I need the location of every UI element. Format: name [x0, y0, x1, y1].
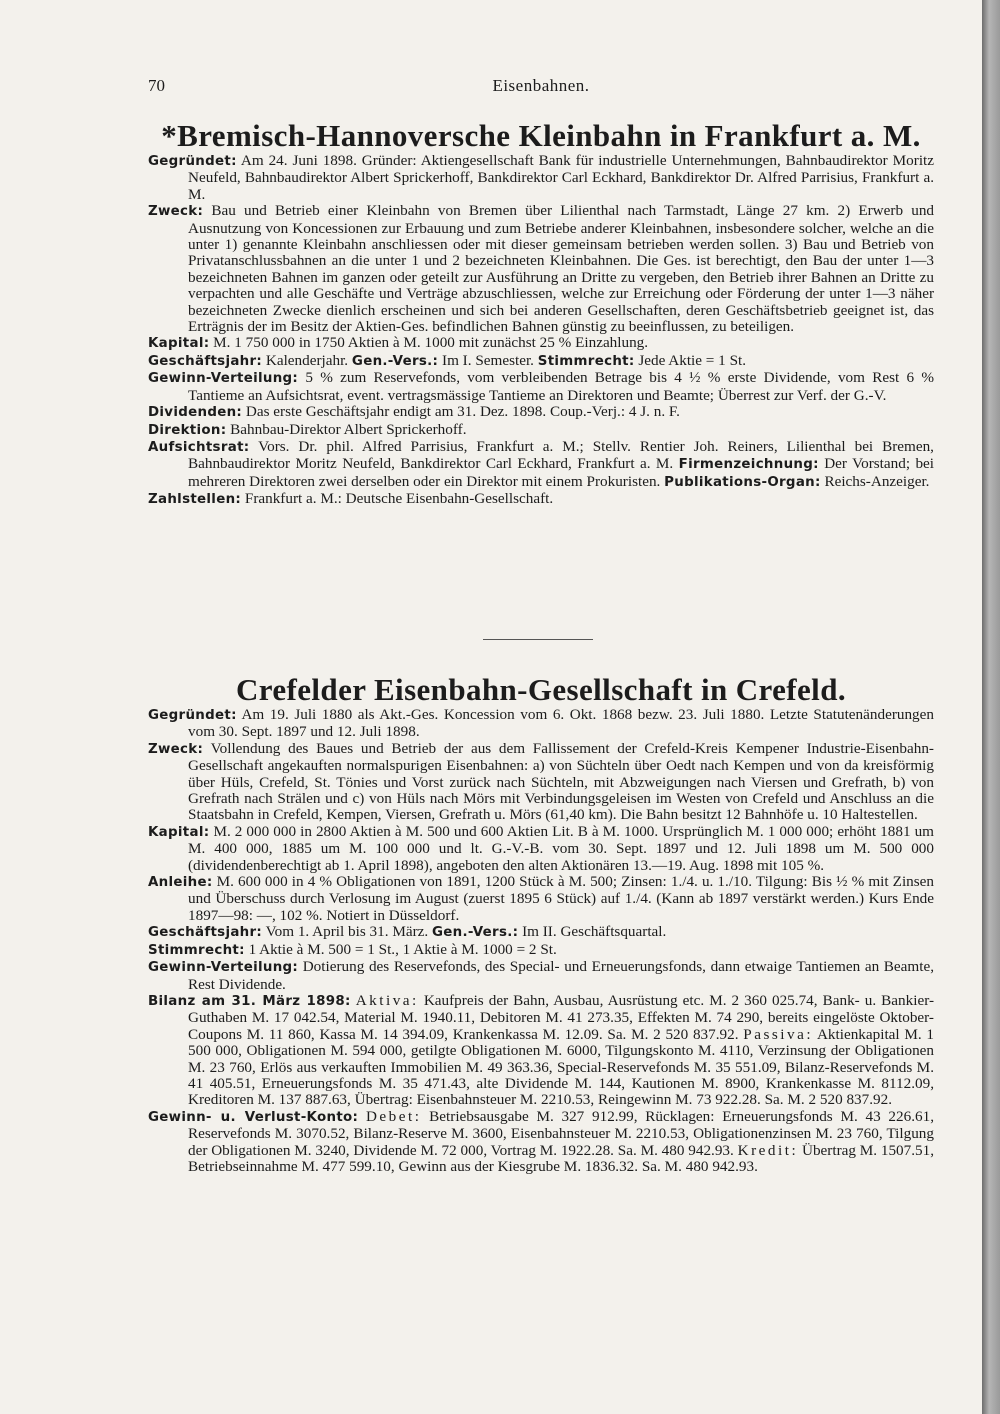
entry-dividenden: [148, 404, 934, 421]
entry-text: Vollendung des Baues und Betrieb der aus dem Fallissement der Crefeld-Kreis Kempener Industrie-Eisenbahn-Gesellschaft angekauften normalspurigen Eisenbahnen: a) von Süchteln über Oedt nach Kempen und von da kreisförmig über Hüls, Crefeld, St. Tönies und Vorst zurück nach Süchteln, mit Abzweigungen nach Viersen und Grefrath, b) von Grefrath nach Strälen und c) von Hüls nach Mörs mit Verbindungsgeleisen im Westen von Crefeld und Anschluss an die Staatsbahn in Crefeld, Kempen, Viersen, Grefrath u. Mörs (61,40 km). Die Bahn besitzt 12 Bahnhöfe u. 10 Haltestellen.: [188, 739, 934, 824]
entry-bilanz: [148, 993, 934, 1109]
entry-gegruendet: [148, 153, 934, 203]
entry-label: Zweck:: [148, 741, 204, 757]
entry-text: Das erste Geschäftsjahr endigt am 31. Dez. 1898. Coup.-Verj.: 4 J. n. F.: [245, 403, 680, 421]
entry-text: Im I. Semester.: [442, 351, 534, 369]
entry-kapital: [148, 335, 934, 352]
entry-text: Aktienkapital M. 1 500 000, Obligationen M. 594 000, getilgte Obligationen M. 6000, Tilgungskonto M. 4110, Verzinsung der Obligationen M. 23 760, Erlös aus verkauften Immobilien M. 49 363.36, Special-Reservefonds M. 35 551.09, Bilanz-Reservefonds M. 41 405.51, Erneuerungsfonds M. 35 471.43, alte Dividende M. 144, Kautionen M. 8900, Krankenkasse M. 8112.09, Kreditoren M. 137 887.63, Übertrag: Eisenbahnsteuer M. 2210.53, Reingewinn M. 73 922.28. Sa. M. 2 520 837.92.: [188, 1025, 934, 1109]
entry-label: Stimmrecht:: [148, 942, 245, 958]
entry-gewinn-verlust-konto: [148, 1109, 934, 1176]
entry-text: 5 % zum Reservefonds, vom verbleibenden Betrage bis 4 ½ % erste Dividende, vom Rest 6 % Tantieme an Aufsichtsrat, event. vertragsmässige Tantieme an Direktoren und Beamte; Überrest zur Verf. der G.-V.: [188, 369, 935, 404]
entry-text: M. 2 000 000 in 2800 Aktien à M. 500 und 600 Aktien Lit. B à M. 1000. Ursprünglich M. 1 000 000; erhöht 1881 um M. 400 000, 1885 um M. 100 000 und lt. G.-V.-B. vom 30. Sept. 1897 und 12. Juli 1898 um M. 500 000 (dividendenberechtigt ab 1. April 1898), angeboten den alten Aktionären 13.—19. Aug. 1898 mit 105 %.: [188, 822, 934, 874]
entry-label: Publikations-Organ:: [664, 474, 821, 490]
entry-anleihe: [148, 874, 934, 924]
entry-text: 1 Aktie à M. 500 = 1 St., 1 Aktie à M. 1000 = 2 St.: [248, 940, 557, 958]
entry-label: Gewinn-Verteilung:: [148, 960, 299, 976]
section-crefelder: [148, 707, 934, 1175]
entry-text: Reichs-Anzeiger.: [824, 472, 930, 490]
entry-label: Dividenden:: [148, 405, 243, 421]
entry-zweck: [148, 203, 934, 335]
entry-label: Bilanz am 31. März 1898:: [148, 993, 351, 1009]
entry-label: Stimmrecht:: [537, 353, 635, 369]
entry-text: Jede Aktie = 1 St.: [638, 351, 747, 369]
entry-text: Im II. Geschäftsquartal.: [522, 923, 667, 941]
entry-text: Dotierung des Reservefonds, des Special- und Erneuerungsfonds, dann etwaige Tantiemen an Beamte, Rest Dividende.: [188, 958, 934, 993]
entry-label: Anleihe:: [148, 875, 213, 891]
entry-label: Gegründet:: [148, 154, 237, 169]
entry-zahlstellen: [148, 491, 934, 508]
entry-label: Firmenzeichnung:: [678, 457, 819, 473]
entry-text: Vom 1. April bis 31. März.: [265, 923, 429, 941]
entry-text: Betriebsausgabe M. 327 912.99, Rücklagen: Erneuerungsfonds M. 43 226.61, Reservefonds M. 3070.52, Bilanz-Reserve M. 3600, Eisenbahnsteuer M. 2210.53, Obligationenzinsen M. 23 760, Tilgung der Obligationen M. 3240, Dividende M. 72 000, Vortrag M. 1922.28. Sa. M. 480 942.93.: [188, 1107, 934, 1159]
section-bremisch-hannoversche: [148, 153, 934, 509]
entry-gewinn-verteilung: [148, 370, 934, 404]
entry-text: Am 24. Juni 1898. Gründer: Aktiengesellschaft Bank für industrielle Unternehmungen, Bahnbaudirektor Moritz Neufeld, Bahnbaudirektor Albert Sprickerhoff, Bankdirektor Carl Eckhard, Bankdirektor Dr. Alfred Parrisius, Frankfurt a. M.: [188, 152, 934, 203]
entry-gegruendet: [148, 707, 934, 741]
entry-label: Gegründet:: [148, 708, 237, 723]
entry-label: Geschäftsjahr:: [148, 353, 263, 369]
entry-label: Zahlstellen:: [148, 492, 242, 508]
entry-subheading: Aktiva:: [355, 991, 419, 1009]
page-header: [148, 76, 934, 100]
entry-label: Kapital:: [148, 824, 210, 840]
entry-label: Direktion:: [148, 422, 227, 438]
entry-label: Kapital:: [148, 336, 210, 352]
entry-aufsichtsrat: [148, 439, 934, 491]
entry-text: M. 1 750 000 in 1750 Aktien à M. 1000 mit zunächst 25 % Einzahlung.: [213, 334, 649, 352]
section-divider: [483, 639, 593, 640]
entry-text: Am 19. Juli 1880 als Akt.-Ges. Koncession vom 6. Okt. 1868 bezw. 23. Juli 1880. Letzte Statutenänderungen vom 30. Sept. 1897 und 12. Juli 1898.: [188, 706, 934, 741]
entry-text: Bau und Betrieb einer Kleinbahn von Bremen über Lilienthal nach Tarmstadt, Länge 27 km. 2) Erwerb und Ausnutzung von Koncessionen zur Erbauung und zum Betriebe anderer Kleinbahnen, insbesondere solcher, welche an die unter 1) genannte Kleinbahn anschliessen oder mit dieser gemeinsam betrieben werden sollen. 3) Bau und Betrieb von Privatanschlussbahnen an die unter 1 und 2 bezeichneten Kleinbahnen. Die Ges. ist berechtigt, den Bau der unter 1—3 bezeichneten Bahnen im ganzen oder geteilt zur Ausführung an Dritte zu vergeben, den Betrieb ihrer Bahnen an Dritte zu verpachten und alle Geschäfte und Verträge abzuschliessen, welche zur Erreichung oder Förderung der unter 1—3 näher bezeichneten Zwecke dienlich erscheinen und sich bei anderen Gesellschaften, deren Geschäftsbetrieb geeignet ist, das Erträgnis der im Besitz der Aktien-Ges. befindlichen Bahnen günstig zu beeinflussen, zu beteiligen.: [188, 202, 935, 336]
entry-text: Kalenderjahr.: [265, 351, 349, 369]
entry-text: M. 600 000 in 4 % Obligationen von 1891, 1200 Stück à M. 500; Zinsen: 1./4. u. 1./10. Tilgung: Bis ½ % mit Zinsen und Überschuss durch Verlosung im August (zuerst 1895 6 Stück) auf 1./4. (Kann ab 1897 verstärkt werden.) Kurs Ende 1897—98: —, 102 %. Notiert in Düsseldorf.: [188, 873, 935, 924]
entry-label: Gen.-Vers.:: [351, 353, 439, 369]
entry-zweck: [148, 741, 934, 824]
entry-geschaeftsjahr: [148, 924, 934, 941]
entry-geschaeftsjahr: [148, 353, 934, 370]
entry-subheading: Kredit:: [737, 1141, 799, 1159]
entry-subheading: Passiva:: [743, 1025, 814, 1043]
entry-text: Kaufpreis der Bahn, Ausbau, Ausrüstung etc. M. 2 360 025.74, Bank- u. Bankier-Guthaben M. 17 042.54, Material M. 1940.11, Debitoren M. 41 273.35, Effekten M. 74 290, bereits eingelöste Oktober-Coupons M. 11 860, Kassa M. 14 394.09, Krankenkassa M. 12.09. Sa. M. 2 520 837.92.: [188, 991, 935, 1043]
section-title-bremisch-hannoversche: *Bremisch-Hannoversche Kleinbahn in Frankfurt a. M.: [161, 118, 921, 153]
page-edge-shadow: [982, 0, 1000, 1414]
entry-gewinn-verteilung: [148, 959, 934, 993]
entry-text: Der Vorstand; bei mehreren Direktoren zwei derselben oder ein Direktor mit einem Prokuristen.: [188, 455, 935, 490]
entry-stimmrecht: [148, 942, 934, 959]
entry-text: Frankfurt a. M.: Deutsche Eisenbahn-Gesellschaft.: [244, 490, 554, 508]
entry-text: Vors. Dr. phil. Alfred Parrisius, Frankfurt a. M.; Stellv. Rentier Joh. Reiners, Lilienthal bei Bremen, Bahnbaudirektor Moritz Neufeld, Bankdirektor Carl Eckhard, Frankfurt a. M.: [188, 437, 934, 473]
section-title-crefelder: Crefelder Eisenbahn-Gesellschaft in Crefeld.: [235, 672, 846, 707]
entry-label: Aufsichtsrat:: [148, 439, 250, 455]
entry-label: Geschäftsjahr:: [148, 925, 263, 941]
running-head: Eisenbahnen.: [492, 76, 590, 95]
page-number: 70: [148, 76, 165, 95]
entry-text: Bahnbau-Direktor Albert Sprickerhoff.: [230, 420, 467, 438]
entry-subheading: Debet:: [365, 1107, 422, 1125]
entry-text: Übertrag M. 1507.51, Betriebseinnahme M. 477 599.10, Gewinn aus der Kiesgrube M. 1836.32. Sa. M. 480 942.93.: [188, 1141, 935, 1175]
entry-label: Gewinn-Verteilung:: [148, 371, 299, 387]
entry-label: Zweck:: [148, 204, 204, 220]
entry-kapital: [148, 824, 934, 874]
entry-label: Gewinn- u. Verlust-Konto:: [148, 1109, 359, 1125]
entry-direktion: [148, 422, 934, 439]
entry-label: Gen.-Vers.:: [431, 925, 519, 941]
